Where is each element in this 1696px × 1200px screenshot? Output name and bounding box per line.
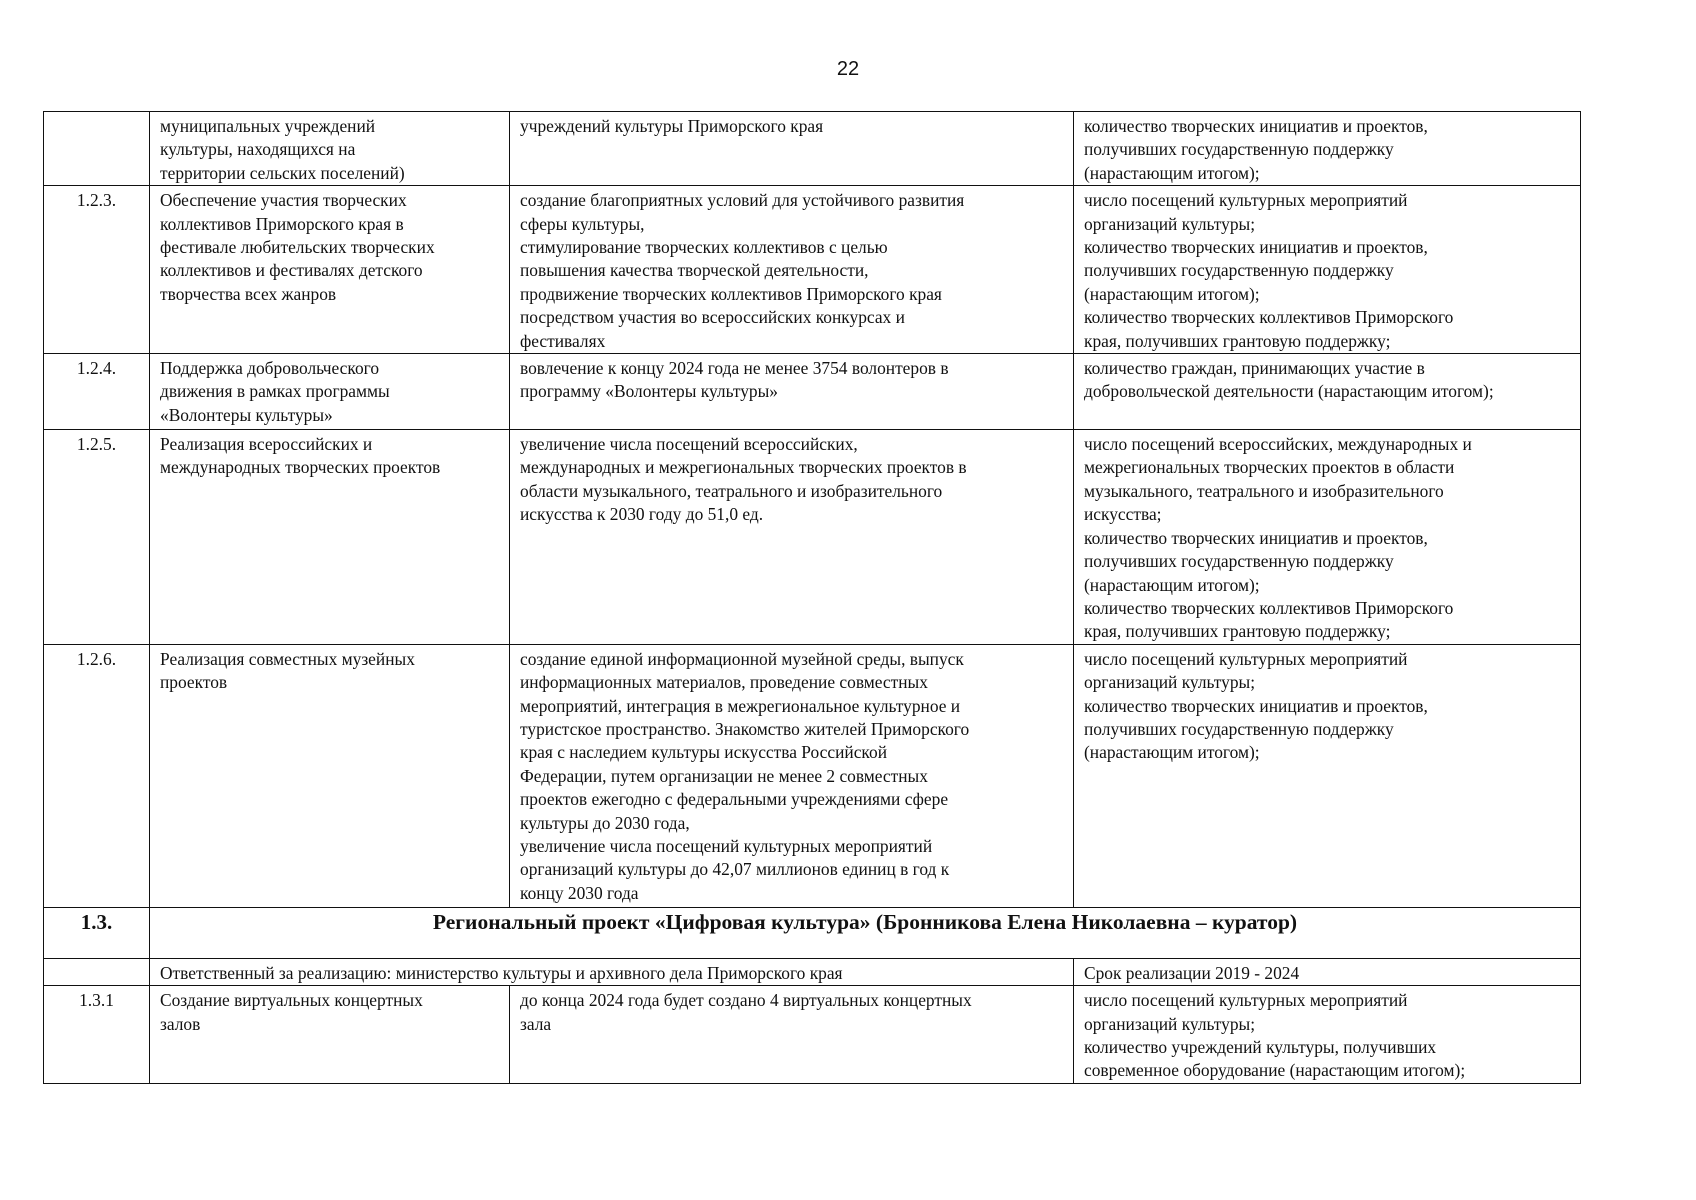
responsible-row: [44, 958, 1581, 985]
text-line: количество творческих инициатив и проектов,: [1084, 237, 1428, 258]
table-row: [44, 430, 1581, 645]
text-line: области музыкального, театрального и изобразительного: [520, 480, 943, 501]
text-line: число посещений культурных мероприятий: [1084, 990, 1408, 1011]
text-line: Обеспечение участия творческих: [160, 190, 407, 211]
text-line: культуры до 2030 года,: [520, 812, 690, 833]
indicator-cell: [1074, 986, 1581, 1084]
event-cell: [150, 430, 510, 645]
result-cell: [510, 986, 1074, 1084]
event-cell: [150, 644, 510, 907]
text-line: количество творческих инициатив и проектов,: [1084, 695, 1428, 716]
text-line: добровольческой деятельности (нарастающим итогом);: [1084, 381, 1494, 402]
text-line: коллективов и фестивалях детского: [160, 260, 423, 281]
text-line: получивших государственную поддержку: [1084, 139, 1394, 160]
text-line: края, получивших грантовую поддержку;: [1084, 330, 1391, 351]
text-line: организаций культуры до 42,07 миллионов единиц в год к: [520, 859, 950, 880]
indicator-cell: [1074, 644, 1581, 907]
text-line: искусства к 2030 году до 51,0 ед.: [520, 504, 764, 525]
text-line: число посещений всероссийских, международных и: [1084, 434, 1472, 455]
text-line: повышения качества творческой деятельности,: [520, 260, 869, 281]
text-line: Реализация всероссийских и: [160, 434, 373, 455]
text-line: учреждений культуры Приморского края: [520, 116, 824, 136]
text-line: искусства;: [1084, 504, 1162, 525]
text-line: территории сельских поселений): [160, 162, 405, 183]
text-line: посредством участия во всероссийских конкурсах и: [520, 307, 905, 328]
text-line: (нарастающим итогом);: [1084, 574, 1260, 595]
row-number: 1.3.1: [44, 986, 150, 1084]
project-number: 1.3.: [44, 907, 150, 958]
row-number: [44, 112, 150, 186]
text-line: организаций культуры;: [1084, 1013, 1256, 1034]
text-line: количество учреждений культуры, получивших: [1084, 1036, 1437, 1057]
result-cell: [510, 186, 1074, 354]
text-line: организаций культуры;: [1084, 213, 1256, 234]
text-line: залов: [160, 1013, 201, 1034]
text-line: число посещений культурных мероприятий: [1084, 648, 1408, 669]
text-line: «Волонтеры культуры»: [160, 404, 333, 425]
text-line: Федерации, путем организации не менее 2 совместных: [520, 765, 928, 786]
text-line: культуры, находящихся на: [160, 139, 356, 160]
table-row: [44, 354, 1581, 430]
text-line: информационных материалов, проведение совместных: [520, 672, 928, 693]
text-line: сферы культуры,: [520, 213, 645, 234]
text-line: создание единой информационной музейной среды, выпуск: [520, 648, 964, 669]
text-line: музыкального, театрального и изобразительного: [1084, 480, 1444, 501]
text-line: (нарастающим итогом);: [1084, 162, 1260, 183]
page-number: 22: [836, 58, 860, 80]
event-cell: [150, 354, 510, 430]
event-cell: [150, 986, 510, 1084]
text-line: количество творческих коллективов Приморского: [1084, 597, 1454, 618]
indicator-cell: [1074, 186, 1581, 354]
text-line: муниципальных учреждений: [160, 116, 376, 136]
text-line: получивших государственную поддержку: [1084, 718, 1394, 739]
text-line: международных и межрегиональных творческих проектов в: [520, 457, 967, 478]
result-cell: [510, 430, 1074, 645]
result-cell: [510, 644, 1074, 907]
text-line: концу 2030 года: [520, 882, 639, 903]
text-line: проектов: [160, 672, 228, 693]
text-line: получивших государственную поддержку: [1084, 551, 1394, 572]
text-line: количество творческих коллективов Приморского: [1084, 307, 1454, 328]
table-row: [44, 112, 1581, 186]
text-line: число посещений культурных мероприятий: [1084, 190, 1408, 211]
empty-cell: [44, 958, 150, 985]
table-row: [44, 186, 1581, 354]
text-line: зала: [520, 1013, 552, 1034]
text-line: движения в рамках программы: [160, 381, 390, 402]
text-line: туристское пространство. Знакомство жителей Приморского: [520, 718, 970, 739]
event-cell: [150, 186, 510, 354]
responsible-cell: Ответственный за реализацию: министерство культуры и архивного дела Приморского края: [150, 958, 1074, 985]
text-line: получивших государственную поддержку: [1084, 260, 1394, 281]
text-line: (нарастающим итогом);: [1084, 283, 1260, 304]
text-line: стимулирование творческих коллективов с целью: [520, 237, 888, 258]
text-line: продвижение творческих коллективов Приморского края: [520, 283, 942, 304]
project-title: Региональный проект «Цифровая культура» (Бронникова Елена Николаевна – куратор): [150, 907, 1581, 958]
text-line: проектов ежегодно с федеральными учреждениями сфере: [520, 789, 949, 810]
text-line: фестивалях: [520, 330, 606, 351]
text-line: количество творческих инициатив и проектов,: [1084, 116, 1428, 136]
indicator-cell: [1074, 354, 1581, 430]
result-cell: [510, 112, 1074, 186]
text-line: фестивале любительских творческих: [160, 237, 435, 258]
text-line: края, получивших грантовую поддержку;: [1084, 621, 1391, 642]
text-line: (нарастающим итогом);: [1084, 742, 1260, 763]
text-line: количество граждан, принимающих участие в: [1084, 358, 1425, 379]
text-line: увеличение числа посещений всероссийских,: [520, 434, 858, 455]
event-cell: [150, 112, 510, 186]
row-number: 1.2.3.: [44, 186, 150, 354]
table-row: [44, 986, 1581, 1084]
indicator-cell: [1074, 112, 1581, 186]
text-line: до конца 2024 года будет создано 4 виртуальных концертных: [520, 990, 972, 1011]
text-line: Создание виртуальных концертных: [160, 990, 423, 1011]
indicator-cell: [1074, 430, 1581, 645]
text-line: вовлечение к концу 2024 года не менее 3754 волонтеров в: [520, 358, 949, 379]
text-line: коллективов Приморского края в: [160, 213, 404, 234]
row-number: 1.2.6.: [44, 644, 150, 907]
table-row: [44, 644, 1581, 907]
text-line: современное оборудование (нарастающим итогом);: [1084, 1060, 1466, 1081]
row-number: 1.2.4.: [44, 354, 150, 430]
text-line: увеличение числа посещений культурных мероприятий: [520, 835, 933, 856]
measures-table: [43, 111, 1581, 1084]
result-cell: [510, 354, 1074, 430]
text-line: организаций культуры;: [1084, 672, 1256, 693]
text-line: творчества всех жанров: [160, 283, 337, 304]
text-line: Поддержка добровольческого: [160, 358, 380, 379]
text-line: мероприятий, интеграция в межрегиональное культурное и: [520, 695, 961, 716]
text-line: международных творческих проектов: [160, 457, 441, 478]
text-line: создание благоприятных условий для устойчивого развития: [520, 190, 965, 211]
text-line: Реализация совместных музейных: [160, 648, 415, 669]
text-line: межрегиональных творческих проектов в области: [1084, 457, 1455, 478]
row-number: 1.2.5.: [44, 430, 150, 645]
text-line: программу «Волонтеры культуры»: [520, 381, 779, 402]
text-line: количество творческих инициатив и проектов,: [1084, 527, 1428, 548]
period-cell: Срок реализации 2019 - 2024: [1074, 958, 1581, 985]
text-line: края с наследием культуры искусства Российской: [520, 742, 888, 763]
project-row: [44, 907, 1581, 958]
